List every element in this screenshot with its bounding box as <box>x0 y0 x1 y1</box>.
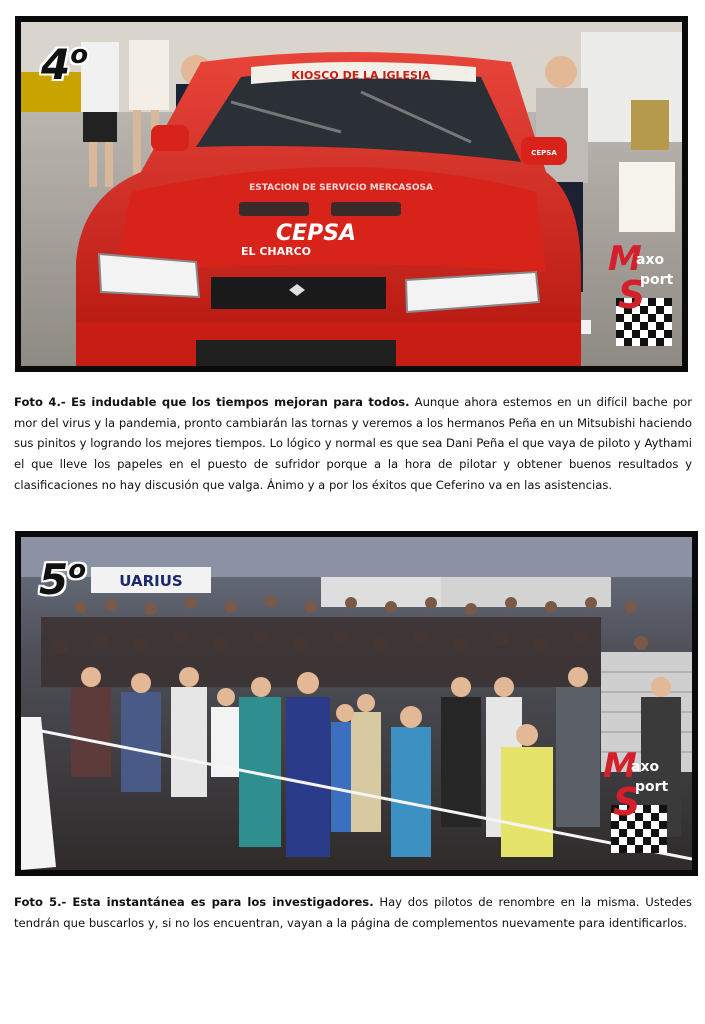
caption-photo-4 <box>14 392 692 496</box>
watermark-line1: axo <box>636 252 665 268</box>
rank-number: 4 <box>41 40 71 89</box>
photo-5-crowd <box>15 531 698 876</box>
watermark-line2: port <box>640 272 674 288</box>
watermark-line2: port <box>635 779 669 795</box>
rally-car-illustration <box>21 22 682 366</box>
mirror-text: CEPSA <box>531 149 557 157</box>
caption-body: Hay dos pilotos de renombre en la misma. Ustedes tendrán que buscarlos y, si no los encuentran, vayan a la página de complementos nuevamente para identificarlos. <box>14 895 693 930</box>
rank-number: 5 <box>39 555 69 604</box>
car-banner-text: KIOSCO DE LA IGLESIA <box>291 69 431 82</box>
rank-suffix: o <box>68 555 87 585</box>
maxo-sport-watermark <box>601 743 671 855</box>
hood-sponsor-text: CEPSA <box>275 221 357 246</box>
watermark-line1: axo <box>631 759 660 775</box>
banner-text: UARIUS <box>119 572 183 590</box>
crowd-illustration <box>21 537 692 870</box>
caption-heading: Foto 4.- Es indudable que los tiempos mejoran para todos. <box>14 395 410 409</box>
hood-small-text: ESTACION DE SERVICIO MERCASOSA <box>249 183 433 193</box>
caption-photo-5 <box>14 892 692 933</box>
watermark-letter-s: S <box>613 780 641 824</box>
hood-sponsor-sub: EL CHARCO <box>240 245 312 258</box>
rank-suffix: o <box>70 40 89 70</box>
maxo-sport-logo-icon <box>606 236 676 348</box>
watermark-letter-m: M <box>603 746 637 786</box>
caption-heading: Foto 5.- Esta instantánea es para los investigadores. <box>14 895 374 909</box>
photo-4-rally-car <box>15 16 688 372</box>
watermark-letter-m: M <box>608 239 642 279</box>
rank-badge-5 <box>39 555 87 604</box>
rank-badge-4 <box>41 40 89 89</box>
caption-body: Aunque ahora estemos en un difícil bache por mor del virus y la pandemia, pronto cambiarán las tornas y veremos a los hermanos Peña en un Mitsubishi haciendo sus pinitos y logrando los mejores tiempos. Lo lógico y normal es que sea Dani Peña el que vaya de piloto y Aythami el que lleve los papeles en el puesto de sufridor porque a la hora de pilotar y obtener buenos resultados y clasificaciones no hay discusión que valga. Ánimo y a por los éxitos que Ceferino va en las asistencias. <box>14 395 692 492</box>
maxo-sport-watermark <box>606 236 676 348</box>
maxo-sport-logo-icon <box>601 743 671 855</box>
watermark-letter-s: S <box>618 273 646 317</box>
